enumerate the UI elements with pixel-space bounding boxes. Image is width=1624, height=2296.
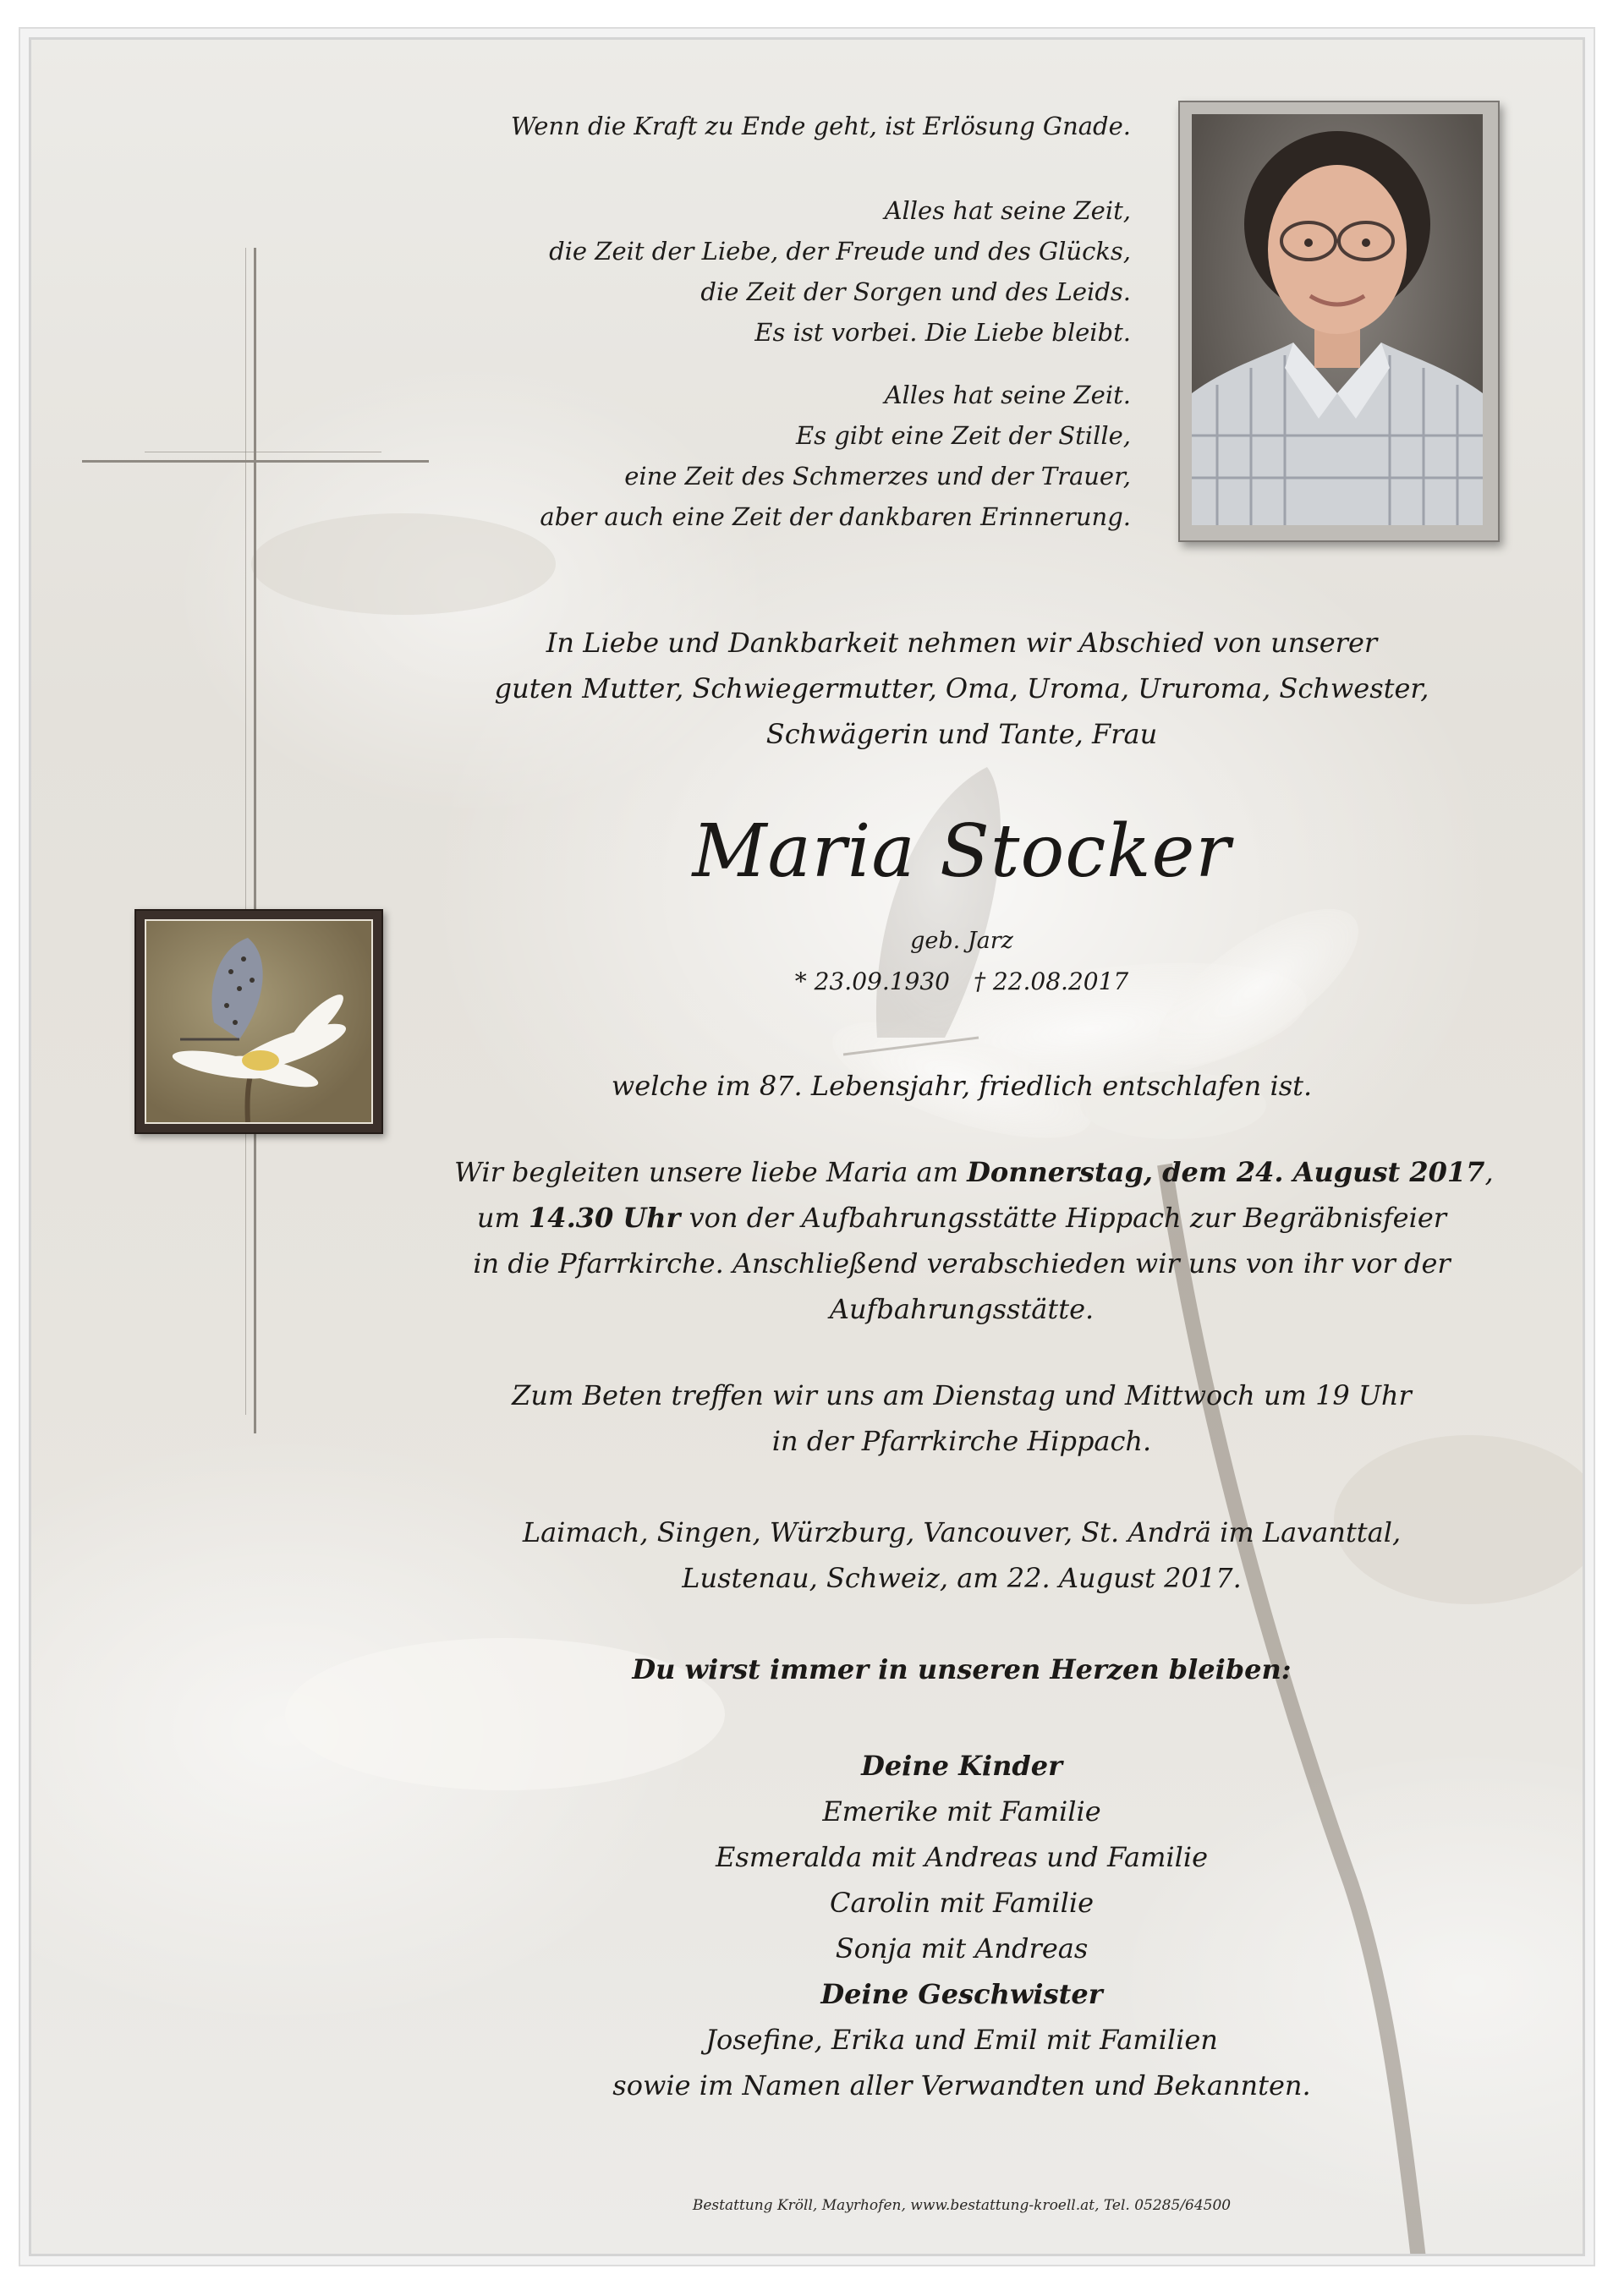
- deceased-name: Maria Stocker: [692, 809, 1232, 894]
- intro-line: In Liebe und Dankbarkeit nehmen wir Abschied von unserer: [546, 627, 1378, 659]
- prayer-line: in der Pfarrkirche Hippach.: [771, 1425, 1152, 1457]
- poem-line: die Zeit der Liebe, der Freude und des Glücks,: [549, 237, 1131, 266]
- ceremony-text-part: von der Aufbahrungsstätte Hippach zur Begräbnisfeier: [680, 1202, 1447, 1234]
- ceremony-time: 14.30 Uhr: [529, 1202, 681, 1234]
- poem-line: Es gibt eine Zeit der Stille,: [795, 421, 1131, 450]
- poem-stanza-1: [285, 106, 1131, 146]
- closing-line: Du wirst immer in unseren Herzen bleiben:: [632, 1653, 1292, 1685]
- mourner-entry: Emerike mit Familie: [822, 1795, 1101, 1827]
- death-date: † 22.08.2017: [974, 967, 1129, 995]
- places-line: Lustenau, Schweiz, am 22. August 2017.: [682, 1562, 1242, 1594]
- age-text: welche im 87. Lebensjahr, friedlich entschlafen ist.: [611, 1070, 1313, 1102]
- intro-line: guten Mutter, Schwiegermutter, Oma, Uroma, Ururoma, Schwester,: [494, 672, 1429, 704]
- butterfly-illustration: [146, 921, 371, 1122]
- portrait-illustration: [1192, 114, 1483, 525]
- obituary-card: [29, 37, 1585, 2256]
- ceremony-text-part: Wir begleiten unsere liebe Maria am: [454, 1156, 968, 1188]
- ceremony-line: in die Pfarrkirche. Anschließend verabschieden wir uns von ihr vor der: [473, 1247, 1451, 1280]
- butterfly-photo: [145, 919, 373, 1124]
- cross-vertical-line: [254, 248, 256, 1433]
- mourner-entry: Esmeralda mit Andreas und Familie: [715, 1841, 1209, 1873]
- poem-line: Alles hat seine Zeit,: [884, 196, 1131, 225]
- ceremony-line: [454, 1195, 1469, 1241]
- intro-line: Schwägerin und Tante, Frau: [765, 718, 1158, 750]
- age-line: [454, 1063, 1469, 1109]
- closing-text: [454, 1647, 1469, 1692]
- ceremony-line: [454, 1149, 1494, 1195]
- birth-name: geb. Jarz: [910, 928, 1013, 954]
- butterfly-photo-frame: [134, 909, 383, 1134]
- siblings-heading: Deine Geschwister: [820, 1978, 1103, 2010]
- poem-line: eine Zeit des Schmerzes und der Trauer,: [624, 462, 1131, 490]
- poem-line: Alles hat seine Zeit.: [884, 381, 1131, 409]
- ceremony-text-part: um: [476, 1202, 529, 1234]
- mourners-list: [454, 1743, 1469, 2108]
- life-dates: [454, 965, 1469, 999]
- mourner-entry: sowie im Namen aller Verwandten und Bekannten.: [612, 2069, 1311, 2101]
- portrait-frame: [1178, 101, 1500, 542]
- mourner-entry: Sonja mit Andreas: [835, 1932, 1089, 1964]
- ceremony-text-part: ,: [1484, 1156, 1494, 1188]
- poem-line: Es ist vorbei. Die Liebe bleibt.: [754, 318, 1131, 347]
- ceremony-line: Aufbahrungsstätte.: [829, 1293, 1095, 1325]
- poem-stanza-2: [285, 190, 1131, 353]
- poem-line: Wenn die Kraft zu Ende geht, ist Erlösung Gnade.: [510, 112, 1131, 140]
- cross-vertical-thin-line: [245, 248, 246, 1415]
- mourner-entry: Josefine, Erika und Emil mit Familien: [705, 2024, 1218, 2056]
- places-text: [454, 1510, 1469, 1601]
- intro-text: [454, 620, 1469, 757]
- poem-line: die Zeit der Sorgen und des Leids.: [700, 277, 1131, 306]
- children-heading: Deine Kinder: [861, 1750, 1062, 1782]
- prayer-line: Zum Beten treffen wir uns am Dienstag und Mittwoch um 19 Uhr: [512, 1379, 1412, 1411]
- portrait-photo: [1192, 114, 1483, 525]
- funeral-home-footer: Bestattung Kröll, Mayrhofen, www.bestattung-kroell.at, Tel. 05285/64500: [692, 2197, 1232, 2214]
- birth-date: * 23.09.1930: [794, 967, 950, 995]
- mourner-entry: Carolin mit Familie: [829, 1887, 1095, 1919]
- poem-stanza-3: [285, 375, 1131, 537]
- prayer-text: [454, 1373, 1469, 1464]
- ceremony-text: [454, 1149, 1494, 1332]
- poem-line: aber auch eine Zeit der dankbaren Erinnerung.: [540, 502, 1131, 531]
- ceremony-date: Donnerstag, dem 24. August 2017: [967, 1156, 1485, 1188]
- places-line: Laimach, Singen, Würzburg, Vancouver, St. Andrä im Lavanttal,: [522, 1516, 1402, 1548]
